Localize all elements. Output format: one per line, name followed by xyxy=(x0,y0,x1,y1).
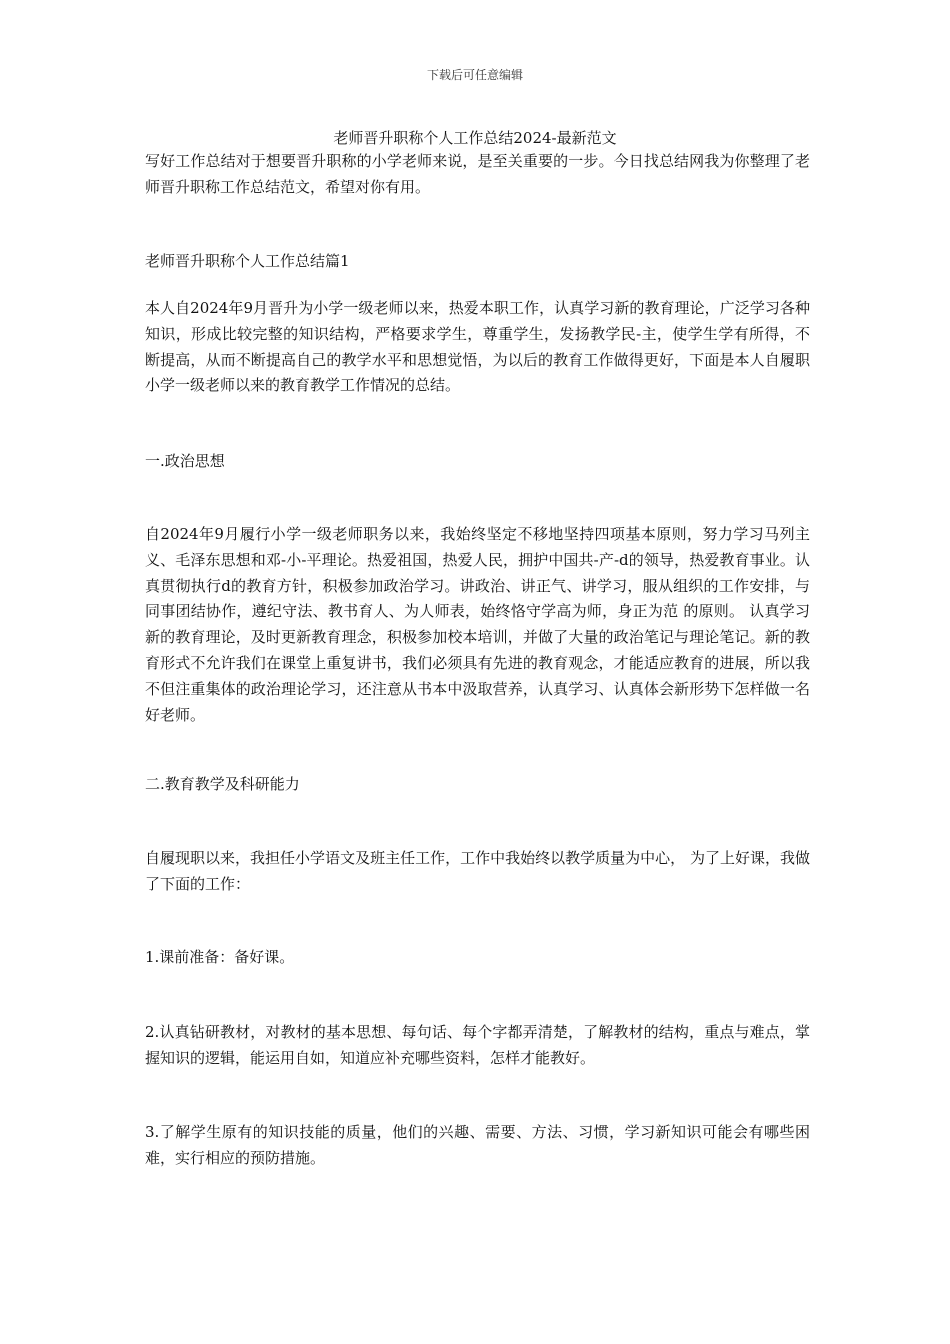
intro-paragraph: 写好工作总结对于想要晋升职称的小学老师来说，是至关重要的一步。今日找总结网我为你整理了老师晋升职称工作总结范文，希望对你有用。 xyxy=(145,152,810,196)
list-item-2: 2.认真钻研教材，对教材的基本思想、每句话、每个字都弄清楚，了解教材的结构，重点与难点，掌握知识的逻辑，能运用自如，知道应补充哪些资料，怎样才能教好。 xyxy=(145,1023,810,1067)
heading-political-thought: 一.政治思想 xyxy=(145,452,225,470)
list-item-1: 1.课前准备：备好课。 xyxy=(145,948,295,966)
heading-teaching-research: 二.教育教学及科研能力 xyxy=(145,775,300,793)
list-item-3: 3.了解学生原有的知识技能的质量，他们的兴趣、需要、方法、习惯，学习新知识可能会有哪些困难，实行相应的预防措施。 xyxy=(145,1123,810,1167)
document-title: 老师晋升职称个人工作总结2024-最新范文 xyxy=(333,129,617,147)
section-heading: 老师晋升职称个人工作总结篇1 xyxy=(145,252,350,270)
page-header-note: 下载后可任意编辑 xyxy=(426,68,523,82)
paragraph-1: 本人自2024年9月晋升为小学一级老师以来，热爱本职工作，认真学习新的教育理论，广泛学习各种知识，形成比较完整的知识结构，严格要求学生，尊重学生，发扬教学民-主，使学生学有所得，不断提高，从而不断提高自己的教学水平和思想觉悟，为以后的教育工作做得更好，下面是本人自履职小学一级老师以来的教育教学工作情况的总结。 xyxy=(145,299,810,395)
paragraph-3: 自履现职以来，我担任小学语文及班主任工作，工作中我始终以教学质量为中心， 为了上好课，我做了下面的工作： xyxy=(145,849,810,893)
paragraph-2: 自2024年9月履行小学一级老师职务以来，我始终坚定不移地坚持四项基本原则，努力学习马列主义、毛泽东思想和邓-小-平理论。热爱祖国，热爱人民，拥护中国共-产-d的领导，热爱教育事业。认真贯彻执行d的教育方针，积极参加政治学习。讲政治、讲正气、讲学习，服从组织的工作安排，与同事团结协作，遵纪守法、教书育人、为人师表，始终恪守学高为师，身正为范 的原则。 认真学习新的教育理论，及时更新教育理念，积极参加校本培训，并做了大量的政治笔记与理论笔记。新的教育形式不允许我们在课堂上重复讲书，我们必须具有先进的教育观念，才能适应教育的进展，所以我不但注重集体的政治理论学习，还注意从书本中汲取营养，认真学习、认真体会新形势下怎样做一名好老师。 xyxy=(145,525,810,724)
